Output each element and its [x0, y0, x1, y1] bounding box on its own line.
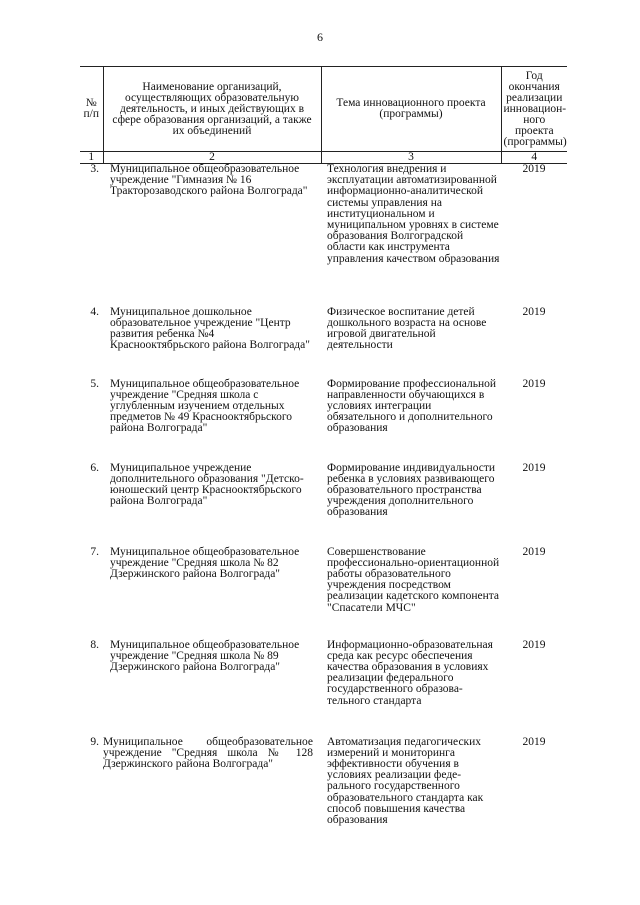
completion-year: 2019 — [522, 305, 546, 318]
completion-year: 2019 — [522, 545, 546, 558]
row-number: 7. — [90, 545, 99, 558]
page-number: 6 — [317, 30, 323, 44]
table-row — [80, 640, 567, 737]
row-number: 5. — [90, 377, 99, 390]
organization-name: Муниципальное общеобразовательное учреждение "Гимназия № 16 Тракторозаводского района Волгограда" — [110, 163, 308, 198]
header-row-number: № п/п — [80, 67, 103, 152]
project-topic: Физическое воспитание детей дошкольного возраста на основе игровой двигательной деятельности — [327, 305, 487, 352]
row-number: 9. — [90, 735, 99, 748]
project-topic: Информационно-образовательная среда как ресурс обеспечения качества образования в условиях реализации федерального государственного образова-тельного стандарта — [327, 638, 493, 707]
column-number: 4 — [501, 152, 567, 164]
completion-year: 2019 — [522, 377, 546, 390]
table-row — [80, 379, 567, 463]
innovation-projects-table — [80, 66, 567, 837]
completion-year: 2019 — [522, 735, 546, 748]
table-row — [80, 737, 567, 837]
column-number: 2 — [103, 152, 321, 164]
completion-year: 2019 — [522, 163, 546, 175]
organization-name: Муниципальное общеобразовательное учреждение "Средняя школа № 82 Дзержинского района Волгограда" — [110, 545, 300, 580]
organization-name: Муниципальное учреждение дополнительного образования "Детско-юношеский центр Краснооктябрьского района Волгограда" — [110, 461, 304, 508]
project-topic: Технология внедрения и эксплуатации автоматизированной информационно-аналитической системы управления на институциональном и муниципальном уровнях в системе образования Волгоградской области как инструмента управления качеством образования — [327, 163, 500, 265]
row-number: 4. — [90, 305, 99, 318]
completion-year: 2019 — [522, 461, 546, 474]
organization-name: Муниципальное дошкольное образовательное учреждение "Центр развития ребенка №4 Краснооктябрьского района Волгограда" — [110, 305, 310, 352]
header-project-topic: Тема инновационного проекта (программы) — [321, 67, 501, 152]
project-topic: Формирование индивидуальности ребенка в условиях развивающего образовательного пространства учреждения дополнительного образования — [327, 461, 496, 519]
completion-year: 2019 — [522, 638, 546, 651]
project-topic: Автоматизация педагогических измерений и мониторинга эффективности обучения в условиях реализации феде-рального государственного образовательного стандарта как способ повышения качества образования — [327, 735, 484, 826]
table-row — [80, 547, 567, 640]
column-number: 1 — [80, 152, 103, 164]
project-topic: Совершенствование профессионально-ориентационной работы образовательного учреждения посредством реализации кадетского компонента "Спасатели МЧС" — [327, 545, 500, 614]
row-number: 8. — [90, 638, 99, 651]
header-completion-year: Год окончания реализации инновацион-ного проекта (программы) — [501, 67, 567, 152]
row-number: 3. — [90, 163, 99, 175]
project-topic: Формирование профессиональной направленности обучающихся в условиях интеграции обязательного и дополнительного образования — [327, 377, 497, 435]
organization-name: Муниципальное общеобразовательное учреждение "Средняя школа № 89 Дзержинского района Волгограда" — [110, 638, 300, 673]
table-row — [80, 164, 567, 307]
table-row — [80, 463, 567, 547]
header-organization: Наименование организаций, осуществляющих образовательную деятельность, и иных действующих в сфере образования организаций, а также их объединений — [103, 67, 321, 152]
row-number: 6. — [90, 461, 99, 474]
table-row — [80, 307, 567, 379]
column-number: 3 — [321, 152, 501, 164]
organization-name: Муниципальное общеобразовательное учреждение "Средняя школа № 128 Дзержинского района Волгограда" — [103, 735, 313, 770]
organization-name: Муниципальное общеобразовательное учреждение "Средняя школа с углубленным изучением отдельных предметов № 49 Краснооктябрьского района Волгограда" — [110, 377, 300, 435]
